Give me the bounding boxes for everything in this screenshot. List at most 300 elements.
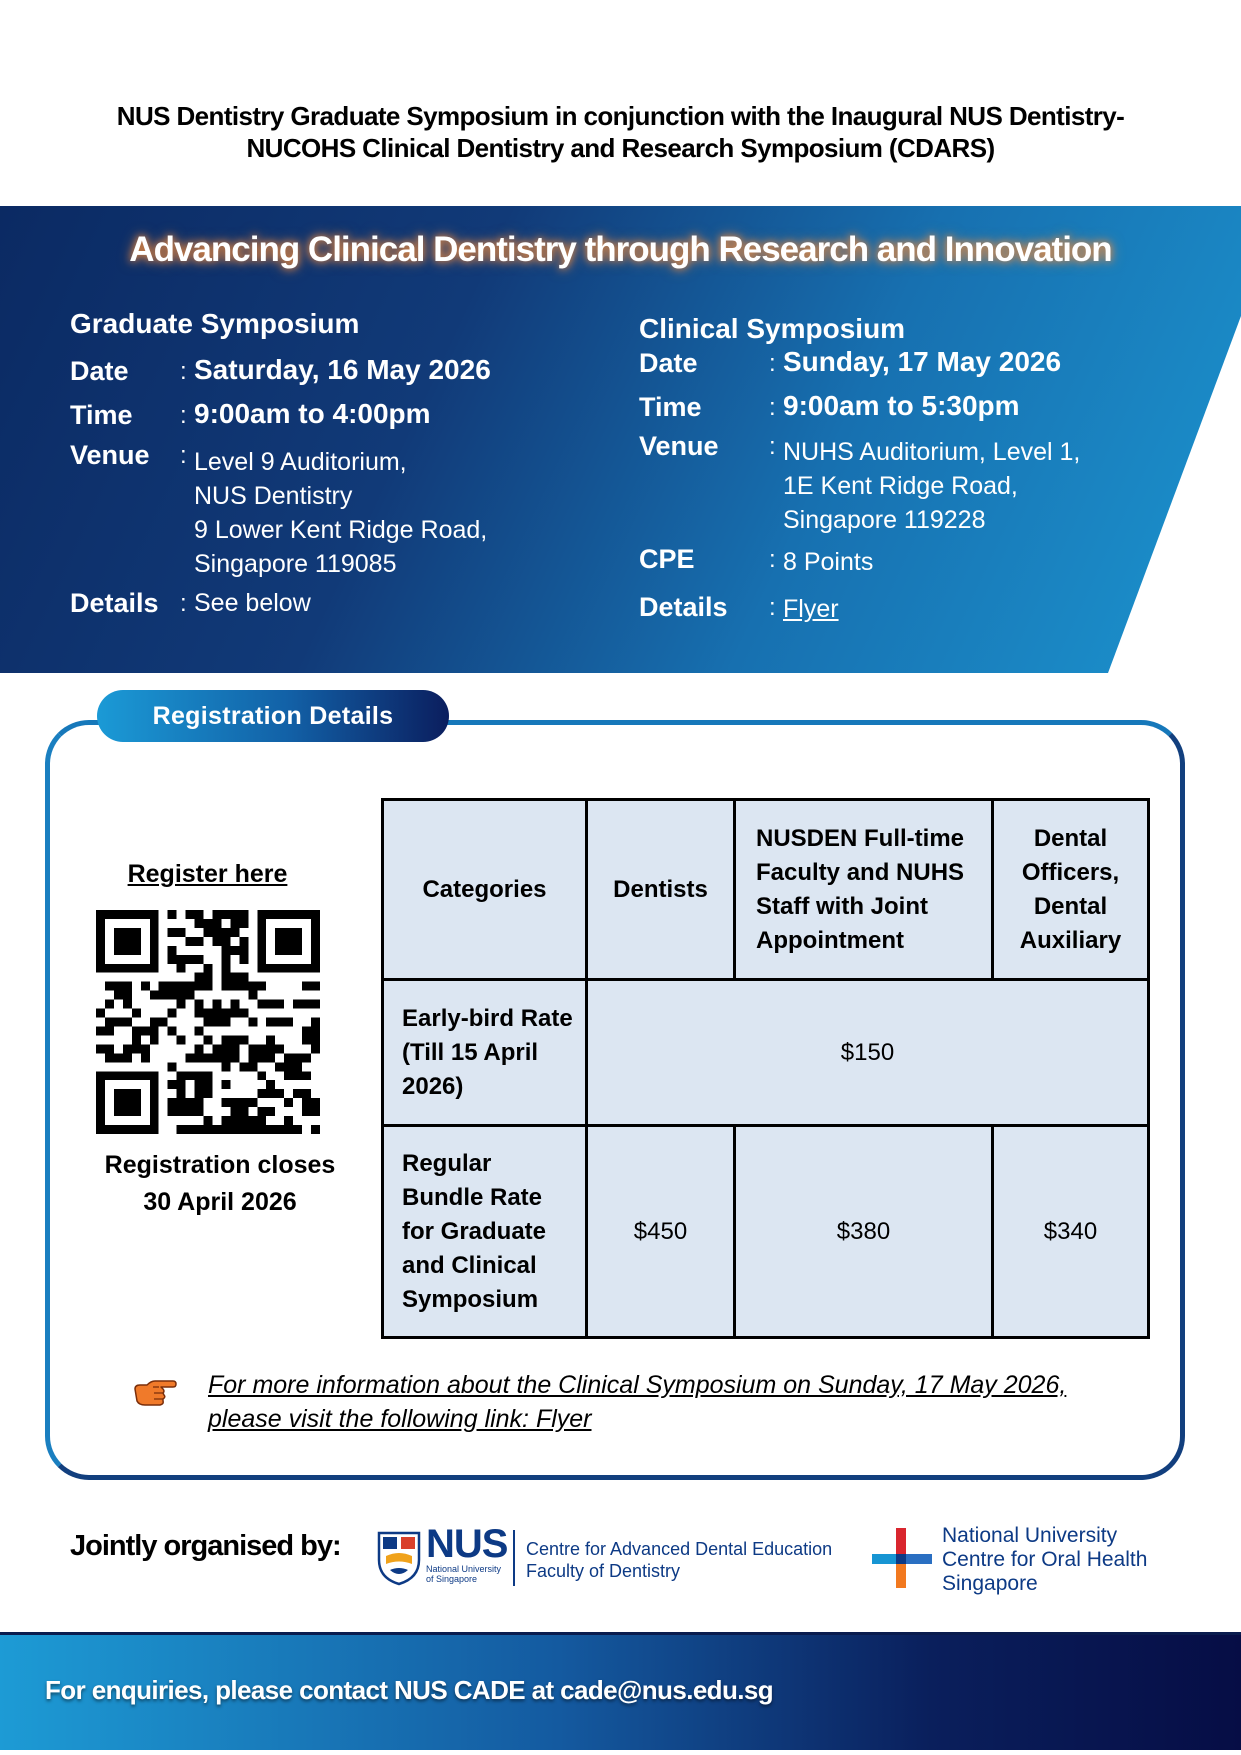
qr-module: [230, 1053, 239, 1062]
qr-module: [239, 937, 248, 946]
qr-module: [96, 1098, 105, 1107]
fees-table: [381, 798, 1150, 1339]
qr-module: [266, 1000, 275, 1009]
clinical-venue-line: NUHS Auditorium, Level 1,: [783, 438, 1081, 466]
qr-module: [204, 1071, 213, 1080]
qr-module: [212, 1018, 221, 1027]
qr-module: [195, 937, 204, 946]
qr-module: [311, 1026, 320, 1035]
banner-theme: Advancing Clinical Dentistry through Research and Innovation: [129, 230, 1112, 269]
qr-module: [195, 1026, 204, 1035]
qr-module: [132, 1009, 141, 1018]
qr-module: [105, 1000, 114, 1009]
qr-module: [114, 1107, 123, 1116]
qr-module: [230, 973, 239, 982]
qr-module: [266, 964, 275, 973]
qr-module: [302, 1026, 311, 1035]
qr-module: [96, 1026, 105, 1035]
table-header-row: [383, 800, 1149, 980]
qr-module: [114, 1089, 123, 1098]
qr-module: [105, 1125, 114, 1134]
qr-module: [275, 1044, 284, 1053]
qr-module: [230, 910, 239, 919]
clinical-cpe: 8 Points: [783, 548, 874, 576]
qr-module: [150, 1125, 159, 1134]
qr-module: [302, 982, 311, 991]
qr-module: [257, 964, 266, 973]
graduate-details: See below: [194, 589, 311, 617]
qr-module: [204, 1080, 213, 1089]
qr-module: [212, 1125, 221, 1134]
qr-module: [186, 1107, 195, 1116]
colon: :: [769, 350, 776, 377]
qr-module: [284, 1053, 293, 1062]
qr-module: [195, 955, 204, 964]
qr-module: [168, 910, 177, 919]
qr-module: [284, 928, 293, 937]
qr-module: [204, 1053, 213, 1062]
qr-module: [239, 982, 248, 991]
qr-module: [96, 946, 105, 955]
qr-module: [257, 955, 266, 964]
qr-module: [105, 1053, 114, 1062]
qr-module: [105, 910, 114, 919]
nus-crest-icon: [376, 1530, 422, 1586]
qr-module: [311, 946, 320, 955]
qr-module: [212, 1044, 221, 1053]
qr-module: [221, 1080, 230, 1089]
qr-module: [284, 1125, 293, 1134]
qr-module: [204, 1089, 213, 1098]
table-row: [383, 1126, 1149, 1338]
qr-module: [141, 1125, 150, 1134]
qr-module: [96, 955, 105, 964]
qr-module: [248, 1098, 257, 1107]
qr-module: [177, 964, 186, 973]
clinical-venue-line: 1E Kent Ridge Road,: [783, 472, 1018, 500]
qr-module: [132, 1107, 141, 1116]
qr-module: [177, 955, 186, 964]
colon: :: [180, 590, 187, 617]
registration-closes: [70, 1147, 370, 1221]
qr-module: [141, 1071, 150, 1080]
register-here-link[interactable]: Register here: [127, 860, 288, 888]
graduate-venue: [194, 445, 487, 581]
qr-module: [150, 1098, 159, 1107]
qr-module: [96, 1116, 105, 1125]
qr-module: [293, 1062, 302, 1071]
qr-module: [230, 982, 239, 991]
footer-band: [0, 1632, 1241, 1750]
qr-module: [266, 1018, 275, 1027]
qr-module: [239, 973, 248, 982]
qr-module: [168, 946, 177, 955]
qr-module: [159, 1018, 168, 1027]
qr-module: [159, 982, 168, 991]
qr-module: [114, 982, 123, 991]
clinical-flyer-link[interactable]: Flyer: [783, 595, 839, 623]
qr-module: [195, 982, 204, 991]
qr-module: [212, 937, 221, 946]
qr-module: [168, 1098, 177, 1107]
enquiries-text[interactable]: For enquiries, please contact NUS CADE at cade@nus.edu.sg: [45, 1675, 774, 1705]
qr-module: [195, 910, 204, 919]
qr-module: [230, 946, 239, 955]
qr-module: [284, 964, 293, 973]
qr-module: [177, 1080, 186, 1089]
qr-module: [248, 982, 257, 991]
qr-module: [248, 1053, 257, 1062]
qr-module: [96, 1071, 105, 1080]
qr-module: [141, 1026, 150, 1035]
qr-module: [239, 1107, 248, 1116]
header-faculty: NUSDEN Full-time Faculty and NUHS Staff with Joint Appointment: [735, 800, 993, 980]
qr-module: [230, 1098, 239, 1107]
qr-module: [212, 1009, 221, 1018]
qr-module: [141, 1053, 150, 1062]
qr-module: [168, 928, 177, 937]
qr-module: [114, 946, 123, 955]
header-categories: Categories: [383, 800, 587, 980]
ncoh-line: National University: [942, 1524, 1118, 1547]
qr-module: [123, 1000, 132, 1009]
qr-module: [230, 1125, 239, 1134]
event-title-line-1: NUS Dentistry Graduate Symposium in conjunction with the Inaugural NUS Dentistry-: [116, 101, 1125, 131]
qr-module: [123, 937, 132, 946]
nus-cade-line: Faculty of Dentistry: [526, 1561, 681, 1581]
qr-module: [257, 1116, 266, 1125]
qr-module: [105, 1026, 114, 1035]
ncoh-pinwheel-icon: [870, 1526, 934, 1588]
qr-module: [230, 1035, 239, 1044]
qr-module: [284, 937, 293, 946]
nus-cade-logo: [376, 1522, 836, 1588]
qr-module: [123, 982, 132, 991]
qr-module: [284, 1071, 293, 1080]
qr-module: [186, 1071, 195, 1080]
event-title: [60, 100, 1181, 164]
qr-module: [275, 910, 284, 919]
qr-module: [150, 1035, 159, 1044]
table-row: [383, 980, 1149, 1126]
ncoh-logo: [870, 1520, 1160, 1600]
qr-module: [284, 1018, 293, 1027]
qr-module: [186, 1125, 195, 1134]
qr-module: [132, 1044, 141, 1053]
qr-module: [132, 928, 141, 937]
qr-module: [284, 1116, 293, 1125]
qr-module: [150, 991, 159, 1000]
ncoh-line: Singapore: [942, 1572, 1038, 1595]
qr-module: [248, 1062, 257, 1071]
qr-module: [275, 928, 284, 937]
qr-module: [248, 991, 257, 1000]
qr-module: [186, 910, 195, 919]
qr-module: [293, 1000, 302, 1009]
qr-module: [177, 982, 186, 991]
graduate-venue-line: Singapore 119085: [194, 550, 397, 578]
qr-module: [302, 1098, 311, 1107]
qr-module: [221, 928, 230, 937]
qr-module: [266, 1089, 275, 1098]
qr-module: [195, 1098, 204, 1107]
qr-module: [204, 1125, 213, 1134]
qr-module: [275, 1089, 284, 1098]
qr-module: [275, 964, 284, 973]
clinical-date: Sunday, 17 May 2026: [783, 346, 1062, 377]
qr-module: [114, 937, 123, 946]
qr-module: [221, 1044, 230, 1053]
graduate-time-label: Time: [70, 400, 133, 430]
qr-module: [221, 982, 230, 991]
qr-module: [257, 919, 266, 928]
qr-module: [257, 928, 266, 937]
qr-module: [114, 964, 123, 973]
qr-module: [311, 1098, 320, 1107]
qr-module: [239, 1116, 248, 1125]
qr-module: [105, 982, 114, 991]
qr-module: [114, 1018, 123, 1027]
qr-module: [311, 919, 320, 928]
qr-module: [150, 928, 159, 937]
qr-module: [230, 1116, 239, 1125]
qr-module: [123, 1044, 132, 1053]
qr-module: [186, 955, 195, 964]
qr-module: [141, 964, 150, 973]
qr-module: [123, 1089, 132, 1098]
qr-module: [168, 1026, 177, 1035]
more-info-link[interactable]: For more information about the Clinical Symposium on Sunday, 17 May 2026, please visit the following link: Flyer: [208, 1371, 1067, 1433]
clinical-symposium: [639, 206, 1159, 673]
qr-module: [132, 937, 141, 946]
qr-module: [195, 1080, 204, 1089]
qr-module: [114, 991, 123, 1000]
nus-cade-line: Centre for Advanced Dental Education: [526, 1539, 833, 1559]
registration-closes-label: Registration closes: [104, 1151, 336, 1179]
qr-module: [266, 1125, 275, 1134]
qr-module: [105, 1071, 114, 1080]
qr-module: [177, 1071, 186, 1080]
qr-module: [195, 973, 204, 982]
qr-module: [311, 1125, 320, 1134]
qr-module: [311, 1000, 320, 1009]
qr-module: [96, 964, 105, 973]
qr-module: [150, 1018, 159, 1027]
qr-module: [195, 1053, 204, 1062]
qr-module: [114, 1125, 123, 1134]
qr-module: [150, 1071, 159, 1080]
qr-module: [284, 946, 293, 955]
colon: :: [769, 394, 776, 421]
qr-module: [150, 955, 159, 964]
regular-dentists-price: $450: [587, 1126, 735, 1338]
qr-module: [230, 928, 239, 937]
qr-module: [186, 1098, 195, 1107]
graduate-date-label: Date: [70, 356, 129, 386]
qr-module: [293, 937, 302, 946]
qr-module: [266, 1044, 275, 1053]
qr-module: [105, 1044, 114, 1053]
qr-module: [204, 928, 213, 937]
qr-module: [132, 1026, 141, 1035]
qr-module: [212, 928, 221, 937]
qr-module: [230, 919, 239, 928]
qr-module: [293, 928, 302, 937]
graduate-symposium: [70, 206, 590, 673]
qr-module: [177, 1125, 186, 1134]
qr-module: [230, 1000, 239, 1009]
colon: :: [769, 546, 776, 573]
clinical-date-label: Date: [639, 348, 698, 378]
colon: :: [180, 402, 187, 429]
qr-module: [221, 1116, 230, 1125]
colon: :: [180, 442, 187, 469]
qr-module: [123, 1098, 132, 1107]
event-title-line-2: NUCOHS Clinical Dentistry and Research Symposium (CDARS): [246, 133, 995, 163]
qr-module: [221, 946, 230, 955]
qr-module: [123, 991, 132, 1000]
colon: :: [769, 433, 776, 460]
qr-module: [302, 1035, 311, 1044]
qr-module: [230, 1009, 239, 1018]
qr-module: [186, 982, 195, 991]
qr-module: [132, 1071, 141, 1080]
qr-module: [150, 1089, 159, 1098]
clinical-venue: [783, 435, 1080, 537]
qr-module: [168, 955, 177, 964]
qr-module: [284, 1098, 293, 1107]
qr-module: [195, 1089, 204, 1098]
qr-module: [195, 1000, 204, 1009]
qr-module: [141, 982, 150, 991]
qr-module: [204, 1018, 213, 1027]
qr-module: [96, 919, 105, 928]
qr-module: [221, 955, 230, 964]
qr-module: [159, 991, 168, 1000]
qr-module: [168, 1062, 177, 1071]
qr-module: [293, 1125, 302, 1134]
qr-module: [311, 982, 320, 991]
qr-module: [141, 1044, 150, 1053]
qr-module: [123, 1018, 132, 1027]
registration-details-tab: Registration Details: [97, 690, 449, 742]
qr-module: [302, 964, 311, 973]
qr-module: [311, 1044, 320, 1053]
qr-module: [212, 1053, 221, 1062]
qr-module: [275, 1125, 284, 1134]
qr-module: [168, 1009, 177, 1018]
qr-module: [141, 910, 150, 919]
registration-closes-date: 30 April 2026: [143, 1188, 297, 1216]
qr-module: [221, 973, 230, 982]
qr-module: [239, 946, 248, 955]
qr-module: [195, 1044, 204, 1053]
qr-module: [239, 1035, 248, 1044]
qr-module: [150, 946, 159, 955]
qr-module: [195, 1071, 204, 1080]
qr-module: [248, 1044, 257, 1053]
graduate-details-label: Details: [70, 588, 159, 618]
qr-module: [105, 964, 114, 973]
clinical-time-label: Time: [639, 392, 702, 422]
qr-module: [168, 991, 177, 1000]
nus-subtitle: National University of Singapore: [426, 1564, 502, 1584]
qr-module: [168, 1080, 177, 1089]
qr-module: [293, 964, 302, 973]
qr-module: [293, 1071, 302, 1080]
qr-module: [257, 982, 266, 991]
symposium-banner: [0, 206, 1241, 673]
qr-module: [293, 910, 302, 919]
qr-module: [311, 955, 320, 964]
header-officers: Dental Officers, Dental Auxiliary: [993, 800, 1149, 980]
qr-module: [221, 910, 230, 919]
qr-module: [114, 1098, 123, 1107]
qr-module: [266, 910, 275, 919]
qr-module: [221, 937, 230, 946]
qr-module: [275, 1000, 284, 1009]
graduate-date: Saturday, 16 May 2026: [194, 354, 491, 385]
qr-module: [177, 1098, 186, 1107]
qr-module: [195, 919, 204, 928]
qr-module: [204, 982, 213, 991]
qr-module: [150, 919, 159, 928]
qr-module: [177, 1035, 186, 1044]
qr-module: [177, 991, 186, 1000]
qr-module: [257, 1000, 266, 1009]
qr-module: [257, 910, 266, 919]
qr-module: [114, 910, 123, 919]
qr-module: [302, 910, 311, 919]
qr-module: [257, 1107, 266, 1116]
qr-module: [123, 964, 132, 973]
qr-module: [284, 910, 293, 919]
qr-module: [221, 964, 230, 973]
pointing-hand-icon: [133, 1375, 177, 1411]
qr-module: [257, 1053, 266, 1062]
qr-module: [302, 1107, 311, 1116]
qr-module: [96, 1044, 105, 1053]
qr-module: [302, 1000, 311, 1009]
qr-module: [239, 1125, 248, 1134]
clinical-venue-label: Venue: [639, 431, 719, 461]
qr-module: [266, 1035, 275, 1044]
graduate-venue-line: 9 Lower Kent Ridge Road,: [194, 516, 488, 544]
qr-module: [221, 1009, 230, 1018]
qr-module: [195, 1107, 204, 1116]
qr-module: [275, 1018, 284, 1027]
qr-module: [168, 982, 177, 991]
qr-module: [96, 937, 105, 946]
qr-module: [293, 1089, 302, 1098]
qr-module: [204, 1009, 213, 1018]
clinical-details-label: Details: [639, 592, 728, 622]
qr-module: [230, 1044, 239, 1053]
qr-module: [212, 919, 221, 928]
registration-qr-code[interactable]: [96, 910, 320, 1134]
logo-divider: [513, 1530, 515, 1586]
qr-module: [132, 910, 141, 919]
clinical-cpe-label: CPE: [639, 544, 695, 574]
qr-module: [204, 1116, 213, 1125]
qr-module: [168, 1107, 177, 1116]
qr-module: [221, 1053, 230, 1062]
qr-module: [123, 928, 132, 937]
colon: :: [769, 594, 776, 621]
early-bird-category: Early-bird Rate (Till 15 April 2026): [383, 980, 587, 1126]
qr-module: [195, 1009, 204, 1018]
qr-module: [96, 1009, 105, 1018]
